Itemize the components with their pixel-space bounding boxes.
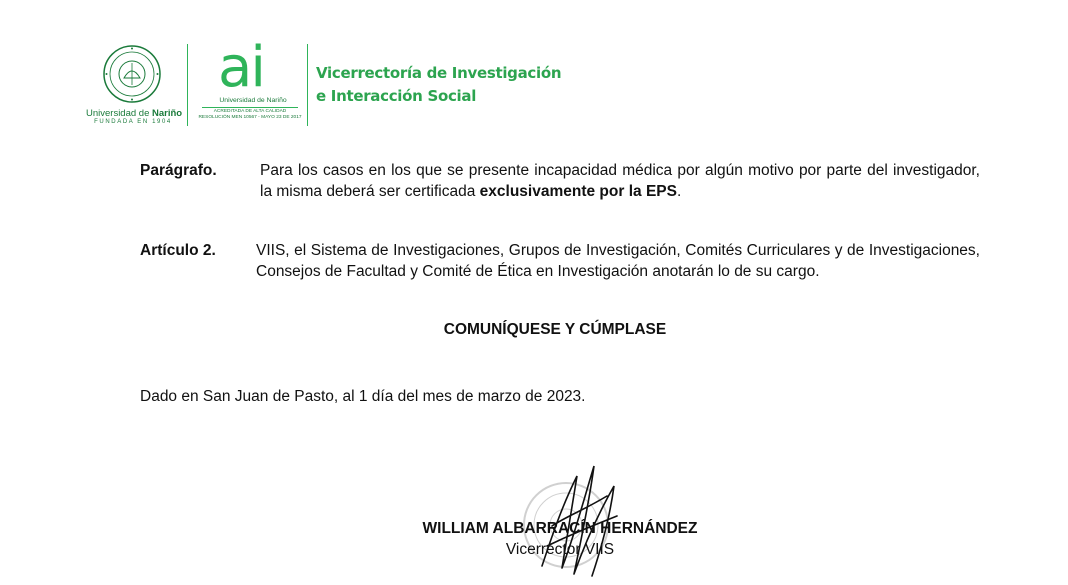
paragrafo-label: Parágrafo.	[140, 162, 217, 179]
ai-accreditation-line2: RESOLUCIÓN MEN 10567 - MAYO 23 DE 2017	[198, 115, 302, 120]
articulo-text: VIIS, el Sistema de Investigaciones, Grupos de Investigación, Comités Curriculares y de Investigaciones, Consejos de Facultad y Comité de Ética en Investigación anotarán lo de su cargo.	[256, 242, 980, 280]
university-name-prefix: Universidad de	[86, 108, 150, 119]
paragrafo-text-end: .	[676, 183, 682, 200]
ai-logo-accreditation	[196, 109, 304, 121]
university-name-bold: Nariño	[152, 108, 183, 119]
header-divider	[307, 44, 308, 126]
header-divider	[187, 44, 188, 126]
date-statement: Dado en San Juan de Pasto, al 1 día del mes de marzo de 2023.	[140, 388, 586, 405]
paragrafo-text-bold: exclusivamente por la EPS	[479, 183, 677, 200]
vicerrectoria-line1: Vicerrectoría de Investigación	[316, 64, 562, 82]
signer-name: WILLIAM ALBARRACÍN HERNÁNDEZ	[422, 520, 698, 537]
closing-statement: COMUNÍQUESE Y CÚMPLASE	[443, 321, 667, 338]
university-seal-logo	[102, 44, 162, 104]
vicerrectoria-title	[316, 62, 561, 108]
ai-accreditation-line1: ACREDITADA DE ALTA CALIDAD	[213, 109, 287, 114]
ai-logo-university: Universidad de Nariño	[219, 97, 287, 104]
ai-logo: ai	[218, 35, 264, 100]
university-founded: FUNDADA EN 1904	[94, 119, 172, 125]
university-name	[86, 108, 183, 119]
paragrafo-text-start: Para los casos en los que se presente incapacidad médica por algún motivo por parte del investigador, la misma deberá ser certificada	[260, 162, 980, 200]
signer-role: Vicerrector VIIS	[505, 541, 615, 558]
ai-logo-rule	[202, 107, 298, 108]
vicerrectoria-line2: e Interacción Social	[316, 87, 477, 105]
paragrafo-text	[260, 160, 980, 202]
articulo-label: Artículo 2.	[140, 242, 216, 259]
handwritten-signature	[522, 456, 632, 580]
